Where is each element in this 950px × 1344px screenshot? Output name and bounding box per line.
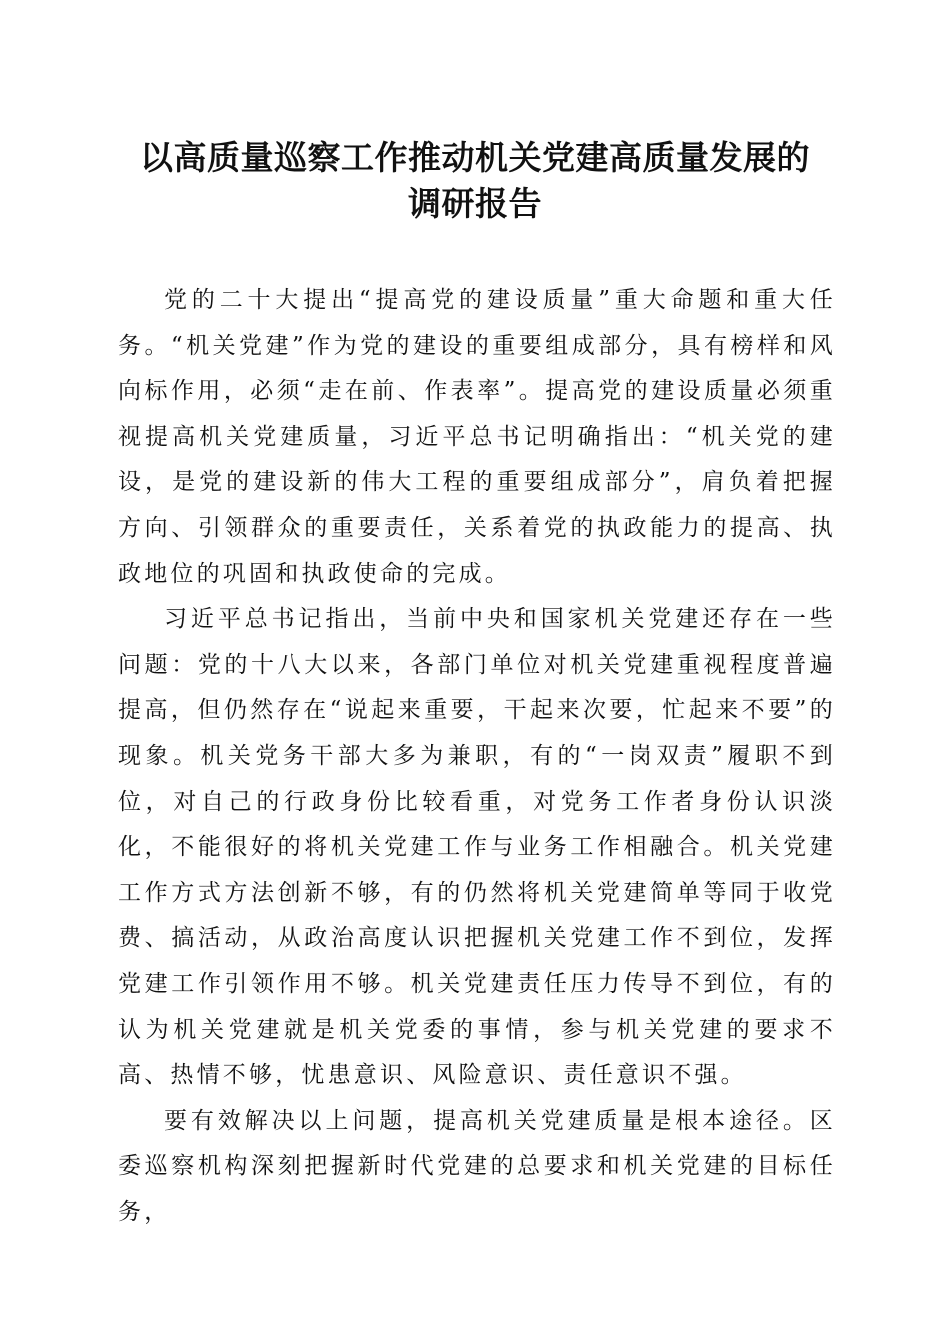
document-title — [110, 135, 840, 227]
paragraph-1: 党的二十大提出“提高党的建设质量”重大命题和重大任务。“机关党建”作为党的建设的重要组成部分，具有榜样和风向标作用，必须“走在前、作表率”。提高党的建设质量必须重视提高机关党建质量，习近平总书记明确指出：“机关党的建设，是党的建设新的伟大工程的重要组成部分”，肩负着把握方向、引领群众的重要责任，关系着党的执政能力的提高、执政地位的巩固和执政使命的完成。 — [118, 287, 836, 587]
document-title-line-1: 以高质量巡察工作推动机关党建高质量发展的 — [140, 138, 810, 177]
document-title-line-2: 调研报告 — [408, 184, 542, 223]
paragraph-3: 要有效解决以上问题，提高机关党建质量是根本途径。区委巡察机构深刻把握新时代党建的总要求和机关党建的目标任务， — [118, 1107, 836, 1225]
document-body — [118, 278, 836, 1235]
paragraph-2: 习近平总书记指出，当前中央和国家机关党建还存在一些问题：党的十八大以来，各部门单位对机关党建重视程度普遍提高，但仍然存在“说起来重要，干起来次要，忙起来不要”的现象。机关党务干部大多为兼职，有的“一岗双责”履职不到位，对自己的行政身份比较看重，对党务工作者身份认识淡化，不能很好的将机关党建工作与业务工作相融合。机关党建工作方式方法创新不够，有的仍然将机关党建简单等同于收党费、搞活动，从政治高度认识把握机关党建工作不到位，发挥党建工作引领作用不够。机关党建责任压力传导不到位，有的认为机关党建就是机关党委的事情，参与机关党建的要求不高、热情不够，忧患意识、风险意识、责任意识不强。 — [118, 606, 836, 1089]
